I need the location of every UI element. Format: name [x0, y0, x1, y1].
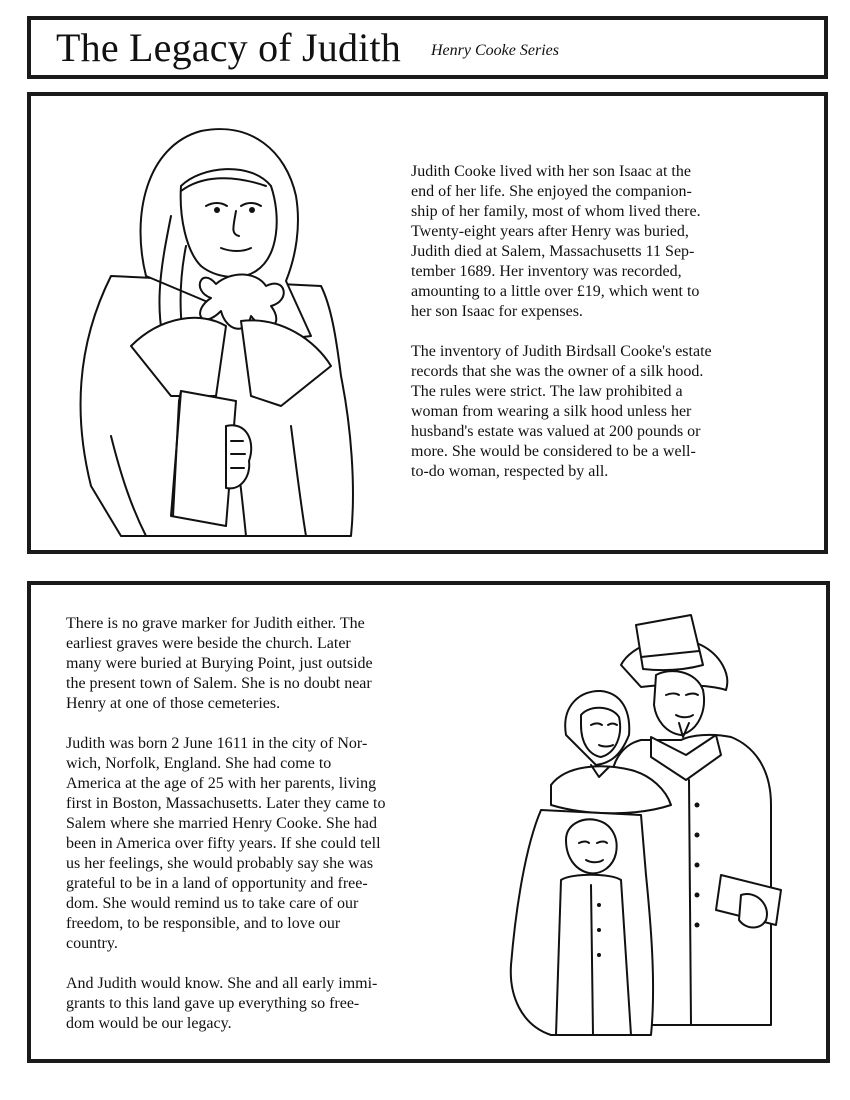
bottom-text-block [66, 614, 466, 1034]
judith-portrait-illustration [51, 106, 371, 546]
page-title: The Legacy of Judith [56, 25, 401, 70]
bottom-paragraph-3: And Judith would know. She and all early immi- grants to this land gave up everything so free- dom would be our legacy. [66, 975, 378, 1032]
bottom-paragraph-2: Judith was born 2 June 1611 in the city of Nor- wich, Norfolk, England. She had come to America at the age of 25 with her parents, living first in Boston, Massachusetts. Later they came to Salem where she married Henry Cooke. She had been in America over fifty years. If she could tell us her feelings, she would probably say she was grateful to be in a land of opportunity and free- dom. She would remind us to take care of our freedom, to be responsible, and to love our country. [66, 735, 386, 952]
top-panel [27, 92, 828, 554]
bottom-panel [27, 581, 830, 1063]
top-paragraph-2: The inventory of Judith Birdsall Cooke's estate records that she was the owner of a silk hood. The rules were strict. The law prohibited a woman from wearing a silk hood unless her husband's estate was valued at 200 pounds or more. She would be considered to be a well- to-do woman, respected by all. [411, 343, 712, 480]
top-text-block [411, 162, 781, 482]
top-paragraph-1: Judith Cooke lived with her son Isaac at the end of her life. She enjoyed the companion- ship of her family, most of whom lived there. Twenty-eight years after Henry was buried, Judith died at Salem, Massachusetts 11 Sep- tember 1689. Her inventory was recorded, amounting to a little over £19, which went to her son Isaac for expenses. [411, 163, 701, 320]
title-box [27, 16, 828, 79]
pilgrim-family-illustration [471, 605, 811, 1055]
series-label: Henry Cooke Series [431, 42, 559, 59]
bottom-paragraph-1: There is no grave marker for Judith either. The earliest graves were beside the church. Later many were buried at Burying Point, just outside the present town of Salem. She is no doubt near Henry at one of those cemeteries. [66, 615, 373, 712]
